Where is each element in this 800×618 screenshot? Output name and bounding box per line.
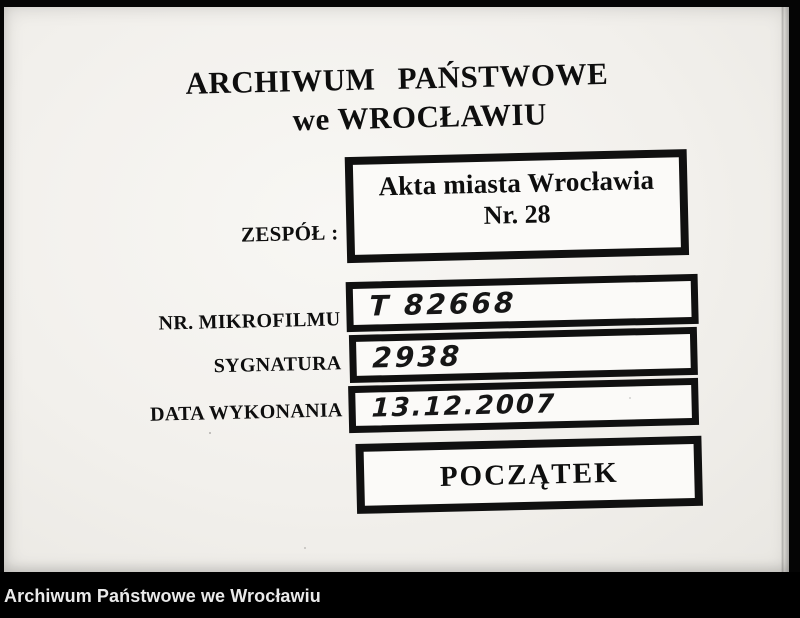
scanned-archive-card: [4, 7, 789, 572]
microfilm-number-value: T 82668: [368, 286, 517, 323]
heading-line1: ARCHIWUM PAŃSTWOWE: [185, 55, 609, 101]
fonds-name: Akta miasta Wrocławia: [378, 164, 655, 202]
start-marker-box: [355, 436, 703, 514]
creation-date-label: DATA WYKONANIA: [149, 399, 343, 426]
start-marker-label: POCZĄTEK: [439, 456, 619, 493]
card-content: [4, 7, 789, 572]
caption-text: Archiwum Państwowe we Wrocławiu: [4, 586, 321, 606]
archive-heading: [4, 52, 780, 145]
microfilm-number-box: [346, 274, 699, 332]
signature-box: [349, 327, 698, 383]
zespol-value-box: [345, 149, 689, 263]
microfilm-number-label: NR. MIKROFILMU: [158, 308, 341, 335]
paper-edge-shadow: [784, 7, 789, 572]
zespol-label: ZESPÓŁ :: [240, 220, 339, 247]
caption-bar: [0, 572, 800, 618]
fonds-number: Nr. 28: [483, 199, 551, 230]
heading-line2: we WROCŁAWIU: [292, 96, 548, 138]
scan-noise-specks: [4, 7, 6, 9]
signature-value: 2938: [371, 339, 463, 375]
creation-date-value: 13.12.2007: [371, 389, 557, 424]
creation-date-box: [348, 378, 699, 433]
signature-label: SYGNATURA: [213, 352, 342, 378]
